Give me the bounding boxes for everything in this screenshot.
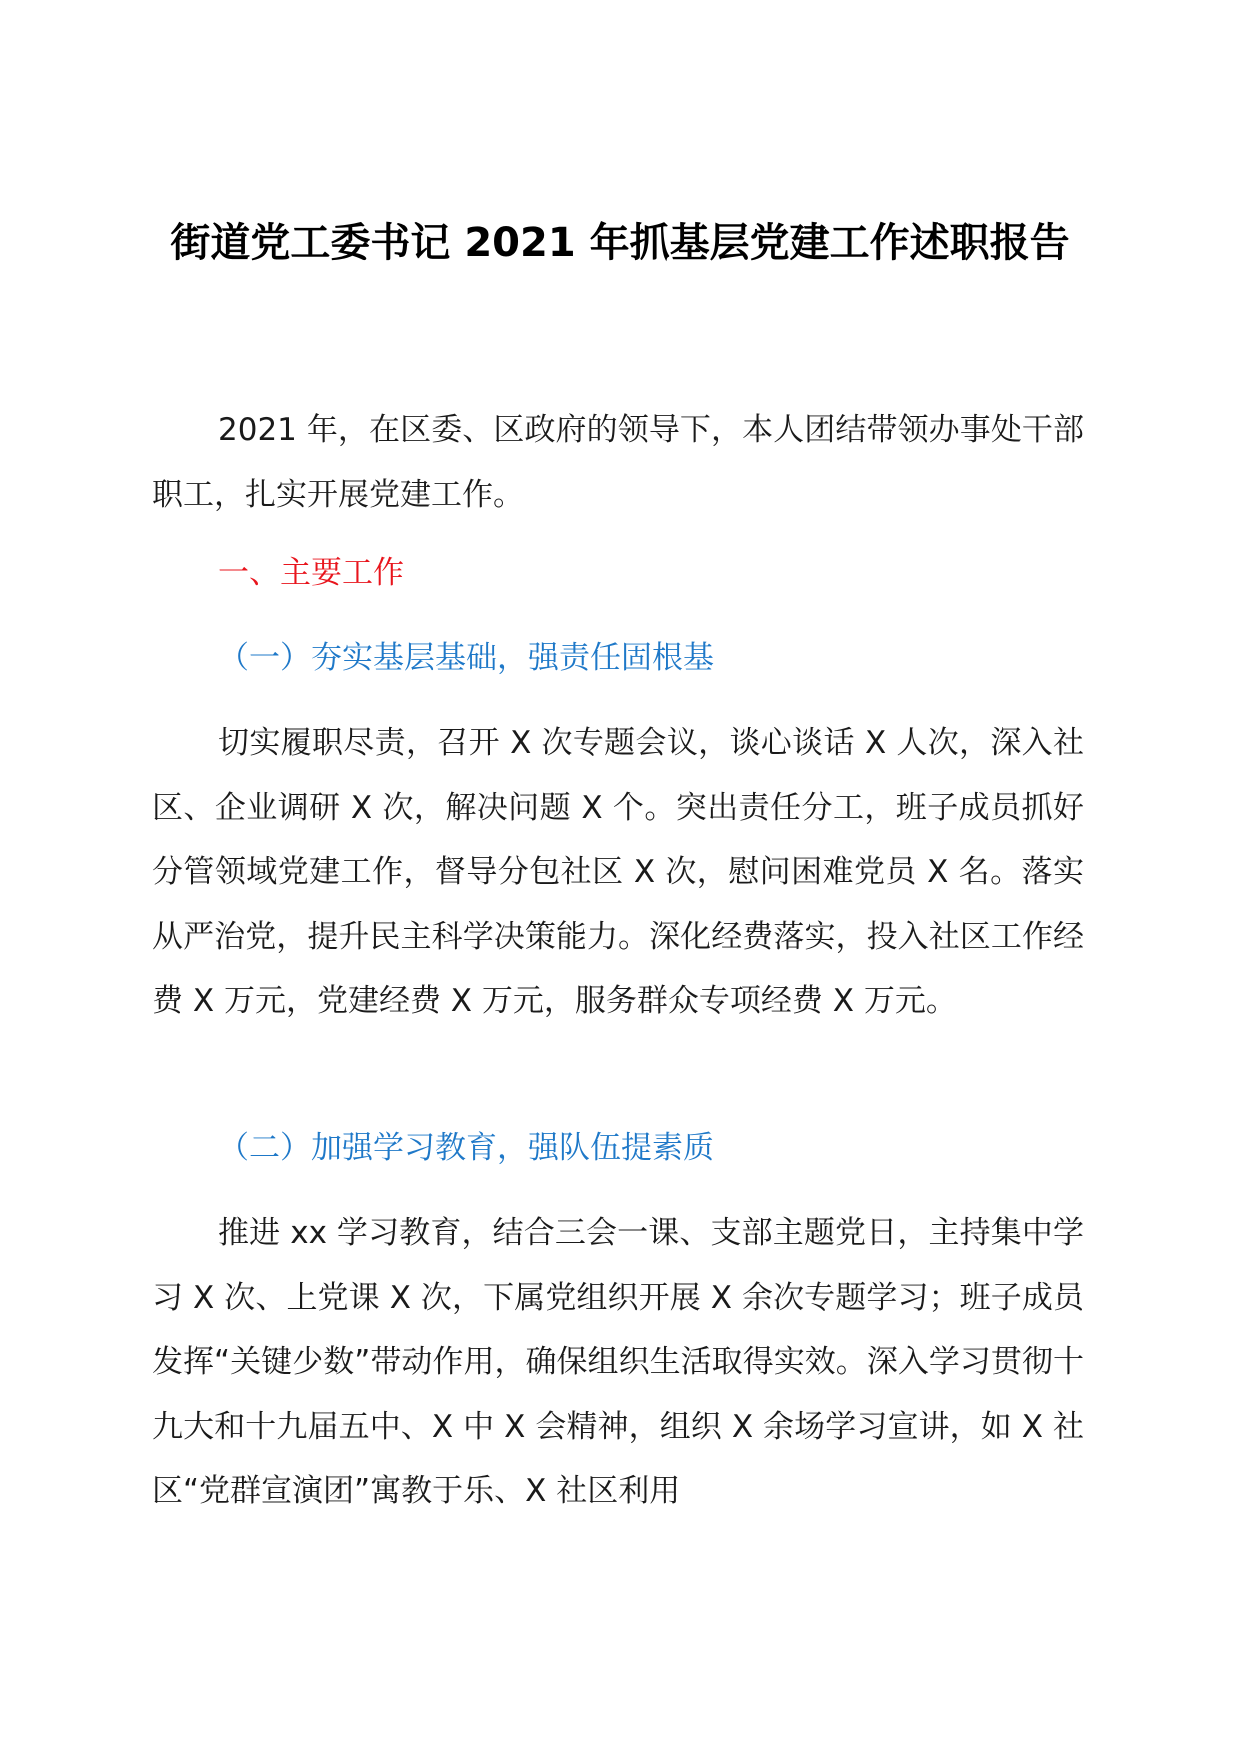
intro-paragraph: 2021 年，在区委、区政府的领导下，本人团结带领办事处干部职工，扎实开展党建工作。	[152, 412, 1084, 513]
subsection-heading-2: （二）加强学习教育，强队伍提素质	[218, 1130, 714, 1166]
subsection-heading-1: （一）夯实基层基础，强责任固根基	[218, 640, 714, 676]
subsection-2-paragraph: 推进 xx 学习教育，结合三会一课、支部主题党日，主持集中学习 X 次、上党课 X 次，下属党组织开展 X 余次专题学习；班子成员发挥“关键少数”带动作用，确保组织生活取得实效。深入学习贯彻十九大和十九届五中、X 中 X 会精神，组织 X 余场学习宣讲，如 X 社区“党群宣演团”寓教于乐、X 社区利用	[152, 1215, 1084, 1509]
section-heading-main-work: 一、主要工作	[218, 555, 404, 591]
subsection-1-paragraph: 切实履职尽责，召开 X 次专题会议，谈心谈话 X 人次，深入社区、企业调研 X 次，解决问题 X 个。突出责任分工，班子成员抓好分管领域党建工作，督导分包社区 X 次，慰问困难党员 X 名。落实从严治党，提升民主科学决策能力。深化经费落实，投入社区工作经费 X 万元，党建经费 X 万元，服务群众专项经费 X 万元。	[152, 725, 1084, 1019]
document-title: 街道党工委书记 2021 年抓基层党建工作述职报告	[170, 220, 1070, 266]
